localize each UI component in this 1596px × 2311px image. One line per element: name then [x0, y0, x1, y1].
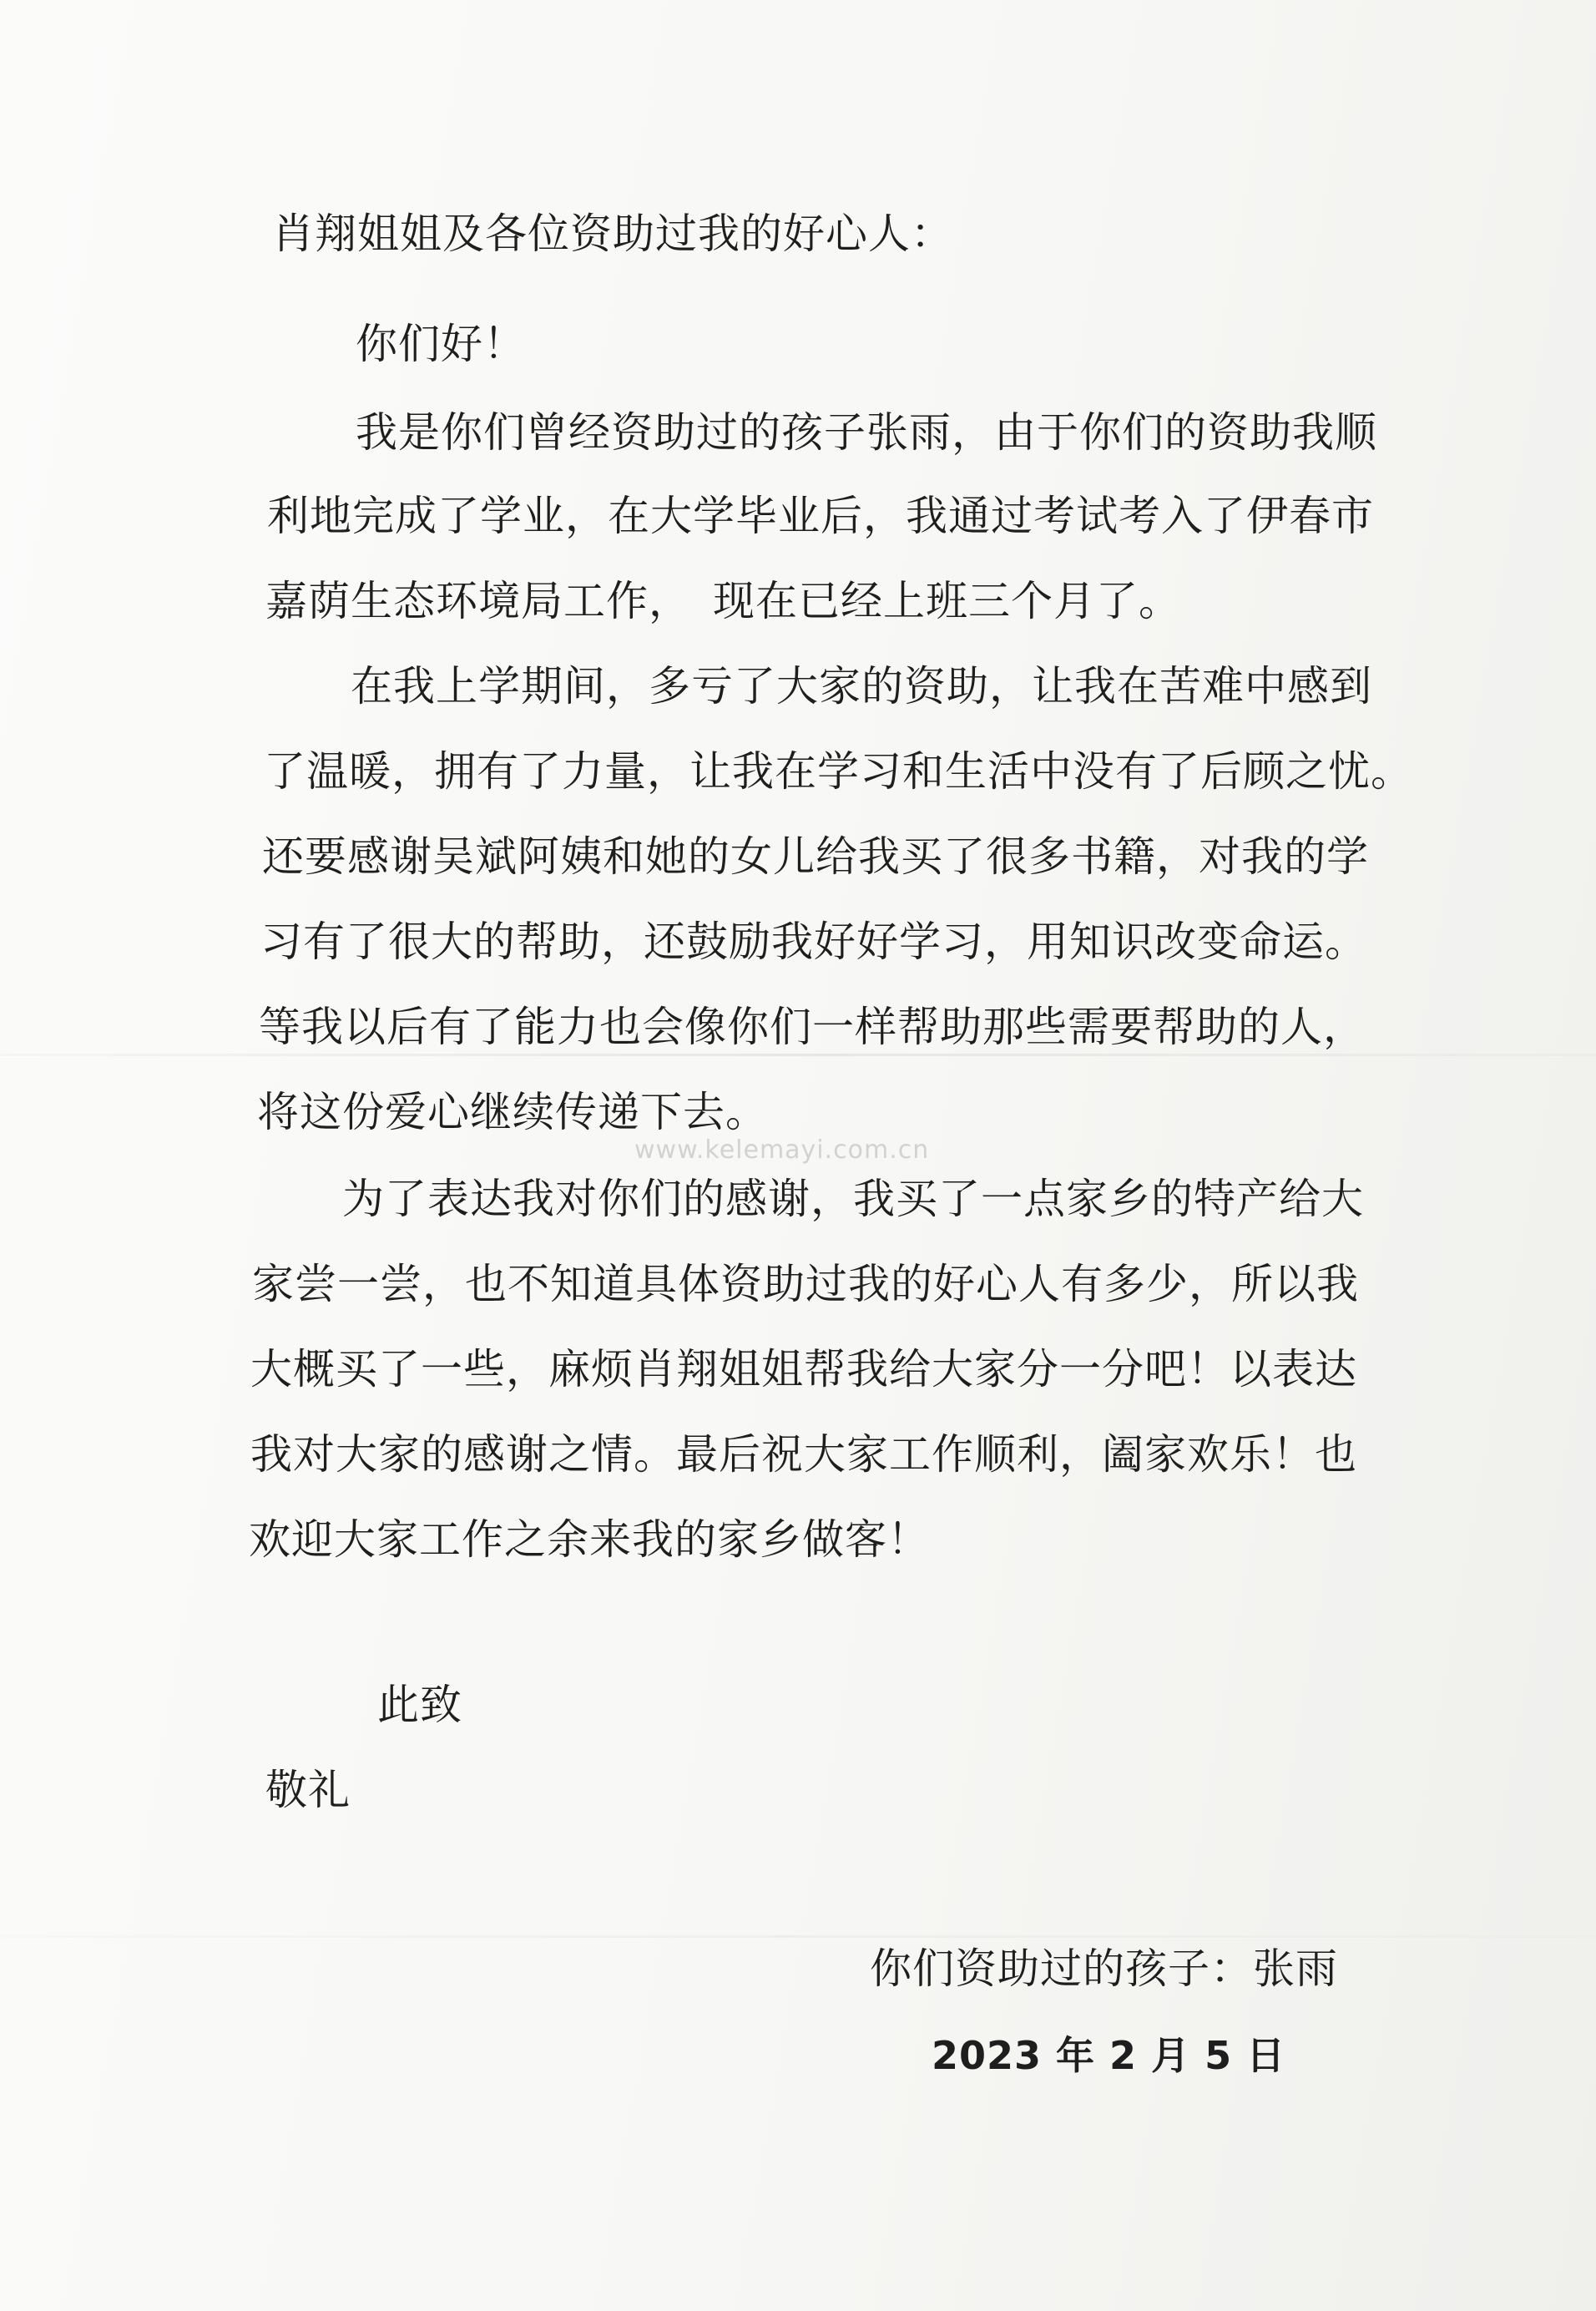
letter-line: 为了表达我对你们的感谢，我买了一点家乡的特产给大	[342, 1175, 1364, 1223]
letter-line: 了温暖，拥有了力量，让我在学习和生活中没有了后顾之忧。	[264, 747, 1413, 796]
letter-line: 我是你们曾经资助过的孩子张雨，由于你们的资助我顺	[356, 408, 1377, 457]
closing-line: 敬礼	[265, 1766, 351, 1814]
letter-line: 在我上学期间，多亏了大家的资助，让我在苦难中感到	[351, 662, 1372, 710]
letter-date: 2023 年 2 月 5 日	[932, 2033, 1286, 2078]
paper-fold	[0, 1054, 1596, 1056]
signature: 你们资助过的孩子：张雨	[870, 1944, 1338, 1993]
letter-line: 我对大家的感谢之情。最后祝大家工作顺利，阖家欢乐！也	[250, 1430, 1357, 1479]
letter-line: 还要感谢吴斌阿姨和她的女儿给我买了很多书籍，对我的学	[262, 832, 1369, 881]
letter-line: 欢迎大家工作之余来我的家乡做客！	[249, 1515, 930, 1564]
paper-fold	[0, 1935, 1596, 1938]
letter-line: 习有了很大的帮助，还鼓励我好好学习，用知识改变命运。	[260, 918, 1367, 966]
letter-line: 将这份爱心继续传递下去。	[257, 1088, 768, 1136]
letter-line: 嘉荫生态环境局工作， 现在已经上班三个月了。	[265, 577, 1181, 625]
letter-line: 等我以后有了能力也会像你们一样帮助那些需要帮助的人，	[259, 1003, 1366, 1051]
closing-line: 此致	[377, 1681, 462, 1729]
letter-line: 家尝一尝，也不知道具体资助过我的好心人有多少，所以我	[252, 1260, 1359, 1308]
watermark-text: www.kelemayi.com.cn	[634, 1135, 930, 1165]
letter-line: 大概买了一些，麻烦肖翔姐姐帮我给大家分一分吧！以表达	[250, 1345, 1357, 1393]
letter-line: 利地完成了学业，在大学毕业后，我通过考试考入了伊春市	[267, 492, 1374, 540]
letter-greeting: 你们好！	[356, 320, 526, 368]
letter-salutation: 肖翔姐姐及各位资助过我的好心人：	[272, 210, 953, 258]
